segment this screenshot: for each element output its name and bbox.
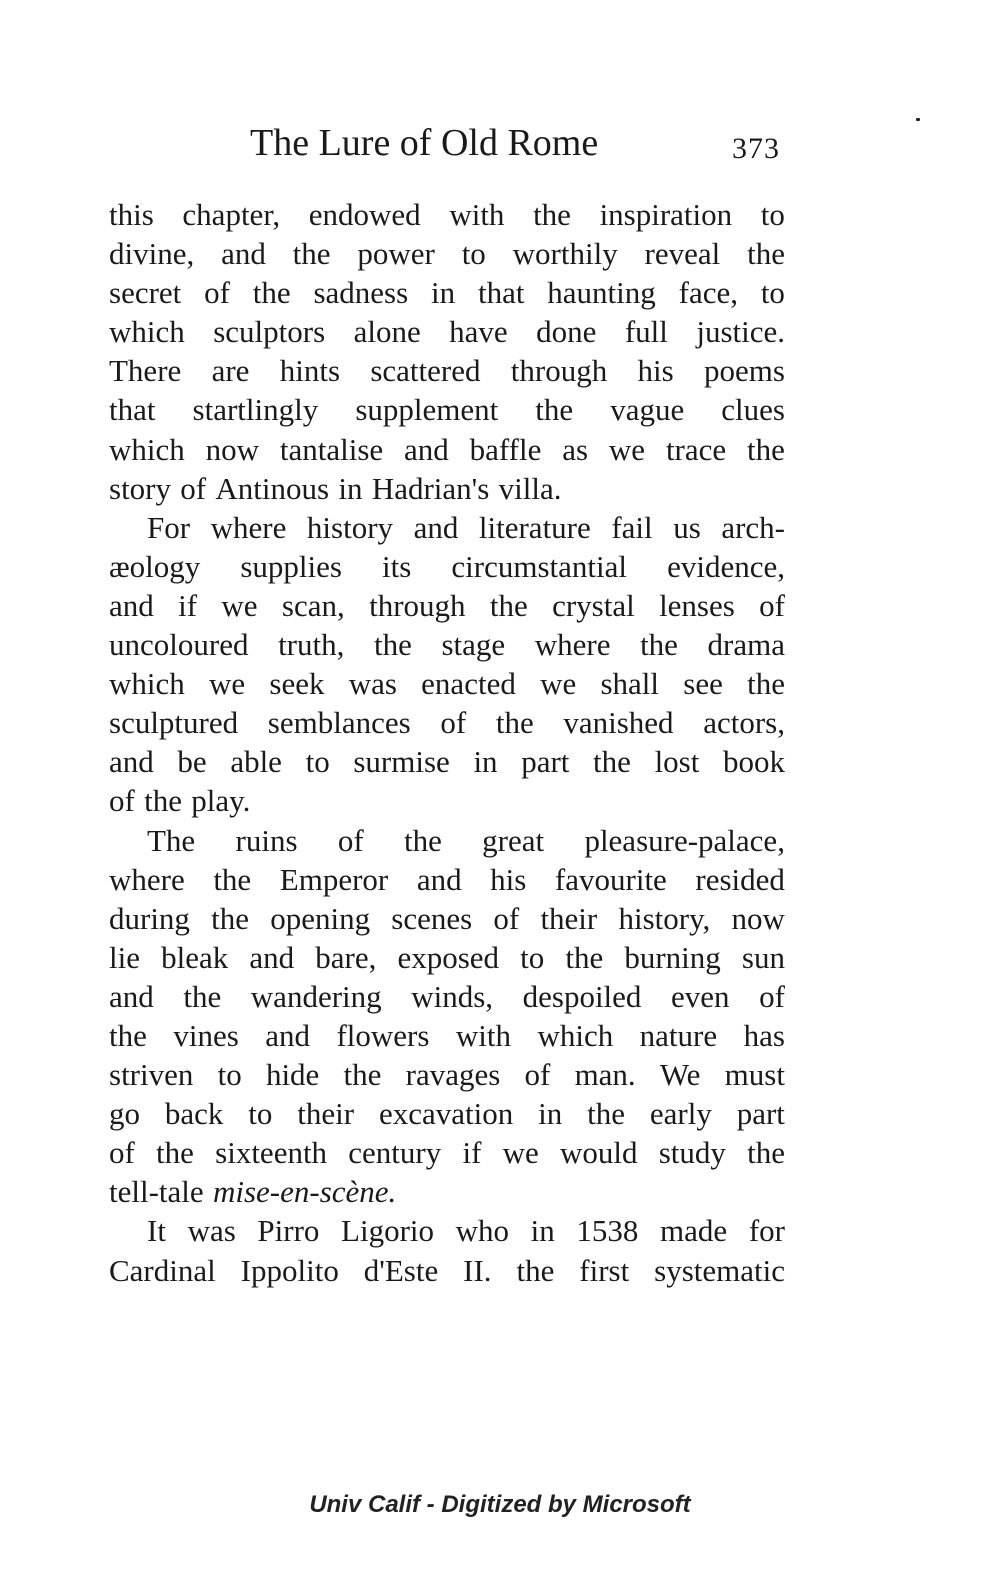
text-line: It was Pirro Ligorio who in 1538 made for — [147, 1213, 785, 1249]
text-line: tell-tale mise-en-scène. — [109, 1172, 785, 1211]
text-line: which now tantalise and baffle as we trace the — [109, 431, 785, 467]
text-line: which sculptors alone have done full justice. — [109, 314, 785, 350]
text-line: during the opening scenes of their history, now — [109, 900, 785, 936]
text-line: this chapter, endowed with the inspiration to — [109, 197, 785, 232]
text-line: and if we scan, through the crystal lenses of — [109, 587, 785, 623]
text-line: Cardinal Ippolito d'Este II. the first systematic — [109, 1252, 785, 1288]
text-line: uncoloured truth, the stage where the drama — [109, 627, 785, 663]
text-line: that startlingly supplement the vague clues — [109, 392, 785, 428]
text-line: æology supplies its circumstantial evidence, — [109, 548, 785, 584]
text-line: which we seek was enacted we shall see the — [109, 666, 785, 702]
digitization-watermark: Univ Calif - Digitized by Microsoft — [309, 1491, 691, 1518]
text-line: The ruins of the great pleasure-palace, — [147, 822, 785, 858]
text-line: secret of the sadness in that haunting face, to — [109, 275, 785, 311]
text-line: the vines and flowers with which nature has — [109, 1017, 785, 1053]
text-line: There are hints scattered through his poems — [109, 353, 785, 389]
text-line: and be able to surmise in part the lost book — [109, 744, 785, 780]
text-line: sculptured semblances of the vanished actors, — [109, 705, 785, 741]
text-line: of the play. — [109, 783, 251, 819]
running-title: The Lure of Old Rome — [250, 122, 599, 164]
text-line: where the Emperor and his favourite resided — [109, 861, 785, 897]
text-line: and the wandering winds, despoiled even of — [109, 978, 785, 1014]
text-line: of the sixteenth century if we would study the — [109, 1135, 785, 1171]
text-line: story of Antinous in Hadrian's villa. — [109, 470, 562, 506]
running-head — [250, 118, 790, 168]
page-number: 373 — [732, 132, 780, 165]
body-text — [109, 195, 785, 1290]
italic-phrase: mise-en-scène. — [212, 1174, 397, 1210]
text-line: For where history and literature fail us arch- — [147, 509, 785, 545]
text-line: divine, and the power to worthily reveal the — [109, 236, 785, 272]
scan-speck — [916, 118, 920, 121]
text-line: go back to their excavation in the early part — [109, 1096, 785, 1132]
text-line: striven to hide the ravages of man. We must — [109, 1057, 785, 1093]
text-line: lie bleak and bare, exposed to the burning sun — [109, 939, 785, 975]
